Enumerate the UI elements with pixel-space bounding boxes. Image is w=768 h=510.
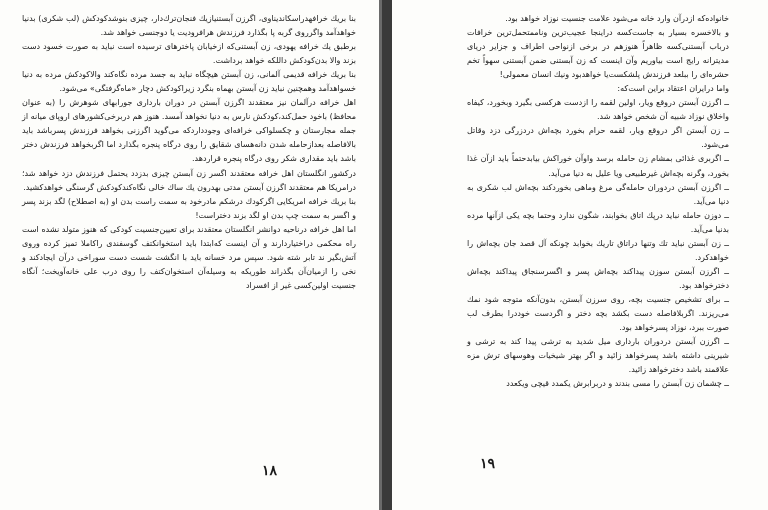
paragraph: اهل خرافه درآلمان نیز معتقدند اگرزن آبستن در دوران بارداری جورابهای شوهرش را (به عنوان محافظ) باخود حمل‌کند،کودکش نارس به دنیا نخواهد آمسد. هنوز هم دربرخی‌کشورهای اروپای میانه از جمله مجارستان و چکسلواکی خرافه‌ای وجوددارد‌که می‌گوید اگرزنی بخواهد فرزندش پسرباشد باید بالافاصله بعدازحامله شدن دانه‌هسای شقایق را روی درگاه پنجره بگذارد اما اگربخواهد فرزندش دختر باشد باید مقداری شکر روی درگاه پنجره قراردهد. bbox=[22, 98, 356, 164]
right-page-text bbox=[467, 12, 729, 391]
page-number: ۱۹ bbox=[480, 456, 496, 472]
paragraph: و بالاخسره بسیار به جاست‌کسه دراینجا عجیب‌ترین وناممتحمل‌ترین خرافات درباب آبستنی‌کسه ظاهراً هنوزهم در برخی ازنواحی اطراف و جزایر دریای مدیترانه رایج است بیاوریم وآن اینست که‌ زن آبستنی ضمن آبستنی سهواً تخم‌ حشره‌ای را ببلعد فرزندش پلشکست‌یا خواهدبود ونیك انسان معمولی! bbox=[467, 28, 729, 80]
paragraph: ــ اگرزن آبستن دروقع ویار، اولین لقمه را ازدست هرکسی بگیرد وبخورد، کیفاه واخلاق نوزاد شبیه آن شخص خواهد شد. bbox=[467, 98, 729, 122]
paragraph: ــ زن آبستن اگر دروقع ویار، لقمه حرام بخورد بچه‌اش دردزرگی دزد وقاتل می‌شود. bbox=[467, 126, 729, 150]
paragraph: ــ چشمان زن آبستن را مسی بندند و دربرابرش یکمدد قیچی ویکعدد bbox=[506, 379, 729, 389]
paragraph: ــ برای تشخیص جنسیت بچه، روی سرزن آبستن، بدون‌آنکه متوجه شود نمك می‌ریزند. اگربلافاصله دست بکشد بچه دختر و اگردست خوددرا بطرف لب صورت ببرد، نوزاد پسرخواهد بود. bbox=[467, 294, 729, 333]
paragraph: واما درایران اعتقاد براین است‌که: bbox=[617, 84, 729, 94]
left-page bbox=[0, 0, 382, 510]
paragraph: ــ اگرزن آبستن دردوران بارداری میل شدید به ترشی پیدا کند به ترشی و شیرینی داشته باشد پسرخواهد زائید و اگر بهتر شیخیات وهوسهای ترش مزه علاقمند باشد دخترخواهد زائید. bbox=[467, 337, 729, 375]
paragraph: ــ دوزن حامله نباید درپك اتاق بخوابند، شگون ندارد وحتما بچه یکی ازآنها مرده بدنیا می‌آید. bbox=[467, 210, 729, 234]
paragraph: ــ زن آبستن نباید تك وتنها دراتاق تاریك بخوابد چونکه آل قصد جان بچه‌اش را خواهدکرد. bbox=[467, 238, 729, 262]
paragraph: ــ اگرزن آبستن دردوران حامله‌گی مرغ وماهی بخوردکند بچه‌اش لب شکری به دنیا می‌آید. bbox=[467, 182, 729, 206]
left-page-text bbox=[22, 12, 356, 293]
paragraph: در‌کشور انگلستان اهل خرافه معتقدند اگسر زن آبستن چیزی بدزدد یحتمل فرزندش دزد خواهد شد؛ درامریکا هم معتقدند اگرزن آبستن مدتی بهدرون یك ساك خالی نگاه‌کندکودکش گرسنگی خواهدکشید. bbox=[22, 168, 356, 192]
paragraph: بنا بریك خرافه قدیمی آلمانی، زن آبستن هیچگاه نباید به جسد مرده نگاه‌کند والاکودکش مرده به دنیا خسواهدآمد وهمچنین نباید زن آبستن بهماه بنگرد زیراکودکش دچار «ماه‌گرفتگی» می‌شود. bbox=[22, 70, 356, 94]
paragraph: ــ اگربری غذائی بمشام زن حامله برسد واوآن خوراكش بیابدحتماً باید ازآن غذا بخورد، وگرنه بچه‌اش غیرطبیعی ویا علیل به دنیا می‌آید. bbox=[467, 154, 729, 178]
right-page bbox=[392, 0, 768, 510]
paragraph: بنا بریك خرافه امریکایی اگرکودك درشکم مادرخود به سمت راست بدن او (به اصطلاح) لگد بزند پسر و اگسر به سمت چپ بدن او لگد بزند دختراست! bbox=[22, 196, 356, 220]
page-number: ۱۸ bbox=[262, 463, 278, 479]
paragraph: خانواده‌که ازدرآن وارد خانه می‌شود علامت جنسیت نوزاد خواهد بود. bbox=[505, 14, 729, 23]
paragraph: بنا بریك خرافهدراسكاندیناوی، اگرزن آبستنیازیك فنجان‌ترك‌دار، چیزی بنوشدکودکش (لب شکری) بدنیا خواهدآمد واگرروی گربه پا بگذارد فرزندش هرافرودیت یا دوجنسی خواهد شد. bbox=[22, 14, 356, 38]
paragraph: اما اهل خرافه درناحیه دوانشر انگلستان معتقدند برای تعیین‌جنسیت کودکی که هنوز متولد نشده است راه محکمی درا‌ختیاردارند و آن اینست که‌‌ابتدا باید استخوانکتف گوسفندی را‌کاملا تمیز کرده وروی آتش‌بگیر ند تا‌بر شته شود. سپس مرد خسانه باید با انگشت شست دست سوراخی درآن ایجادکند و نخی را ازمیان‌آن بگذراند‌ طوریکه به وسیله‌آن استخوان‌کتف را روی درب علی خانه‌آویخت؛ آنگاه جنسیت اولین‌کسی غیر از افسراد bbox=[22, 224, 356, 290]
book-gutter bbox=[382, 0, 392, 510]
paragraph: ــ اگرزن آبستن سوزن پیداکند بچه‌اش پسر و اگسرسنجاق پیداکند بچه‌اش دخترخواهد بود. bbox=[467, 266, 729, 290]
paragraph: برطبق یك خرافه یهودی، زن آبستنی‌که ازخیابان پاخترهای ترسیده است نباید به صورت خسود دست بزند والا بدن‌کودکش داللکه‌ خواهد برداشت. bbox=[22, 42, 356, 66]
